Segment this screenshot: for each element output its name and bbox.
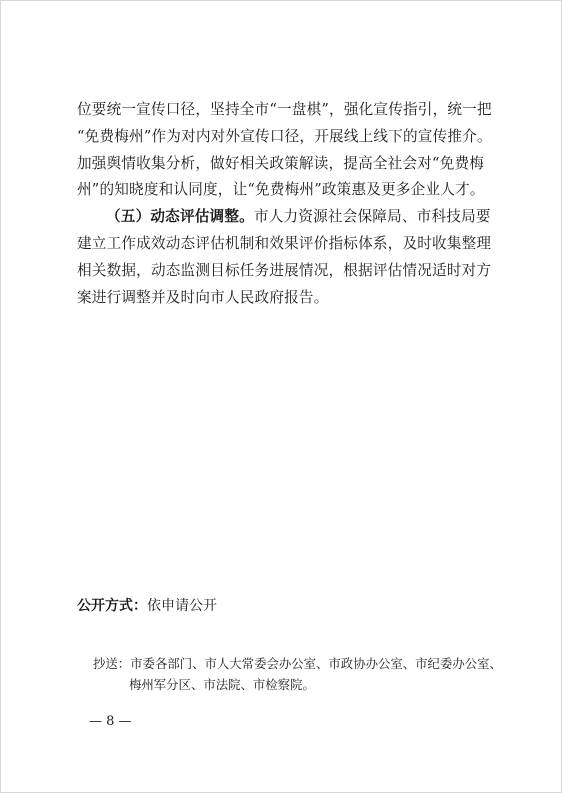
disclosure-label: 公开方式： — [77, 598, 147, 614]
cc-list — [93, 653, 513, 695]
paragraph-line: 加强舆情收集分析，做好相关政策解读，提高全社会对“免费梅 — [77, 154, 485, 172]
paragraph-line: 州”的知晓度和认同度，让“免费梅州”政策惠及更多企业人才。 — [77, 181, 485, 199]
paragraph-line: “免费梅州”作为对内对外宣传口径，开展线上线下的宣传推介。 — [77, 127, 492, 145]
paragraph-line: 建立工作成效动态评估机制和效果评价指标体系，及时收集整理 — [77, 234, 492, 252]
cc-line-1: 抄送：市委各部门、市人大常委会办公室、市政协办公室、市纪委办公室、 — [93, 656, 502, 671]
cc-line-2: 梅州军分区、市法院、市检察院。 — [129, 677, 315, 692]
paragraph-line: 案进行调整并及时向市人民政府报告。 — [77, 288, 329, 306]
paragraph-line: 位要统一宣传口径，坚持全市“一盘棋”，强化宣传指引，统一把 — [77, 101, 492, 118]
disclosure-value: 依申请公开 — [147, 598, 217, 614]
disclosure-method — [77, 596, 217, 616]
section-5-heading: （五）动态评估调整。 — [106, 208, 254, 226]
section-5-first-line — [77, 204, 489, 231]
section-5-text: 市人力资源社会保障局、市科技局要 — [253, 208, 491, 226]
page-number: — 8 — — [89, 714, 132, 729]
paragraph-line: 相关数据，动态监测目标任务进展情况，根据评估情况适时对方 — [77, 261, 492, 279]
body-text — [77, 97, 492, 311]
